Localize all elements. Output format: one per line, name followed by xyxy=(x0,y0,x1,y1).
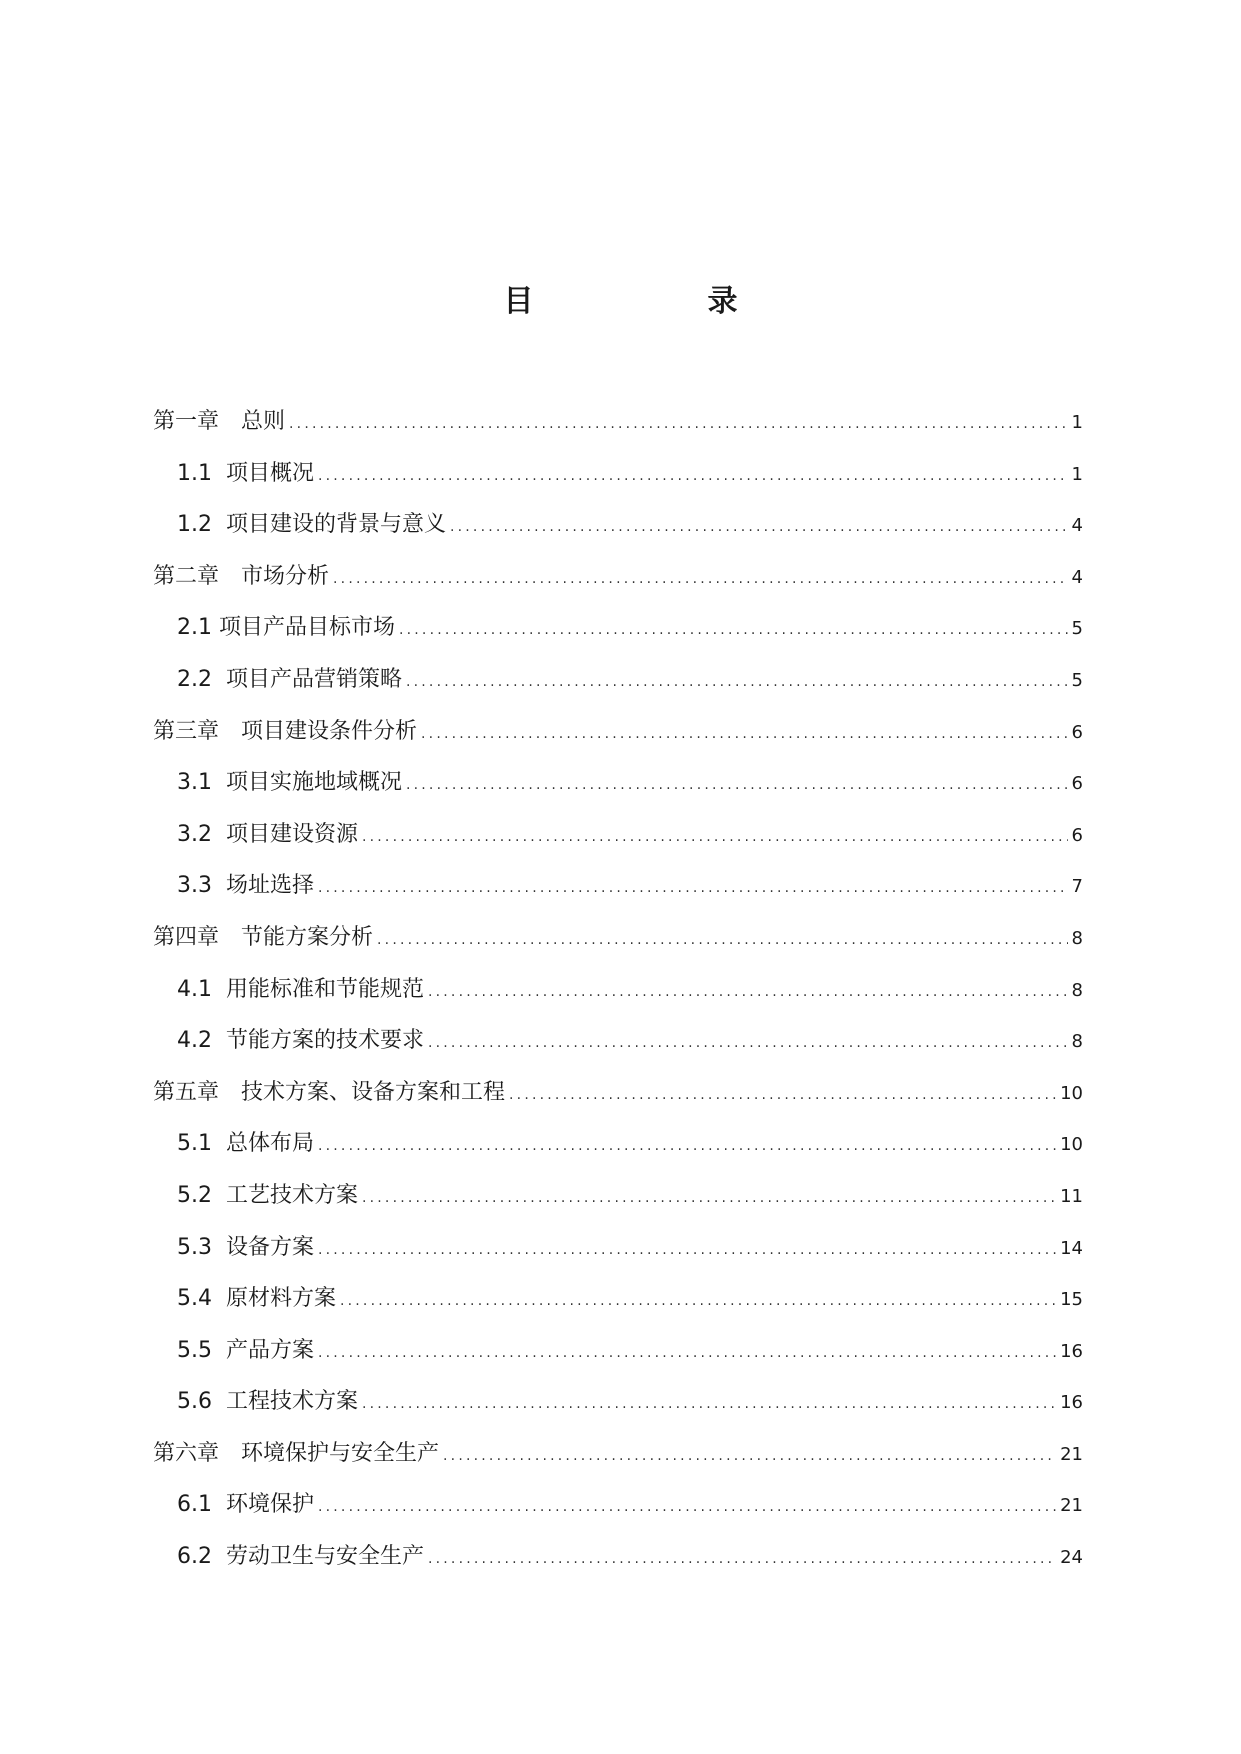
toc-section-entry[interactable] xyxy=(153,763,1083,815)
toc-page-number: 7 xyxy=(1071,876,1083,898)
toc-entry-label: 2.1 项目产品目标市场 xyxy=(177,615,395,641)
toc-list xyxy=(153,402,1083,1589)
toc-page-number: 6 xyxy=(1071,721,1083,743)
toc-chapter-entry[interactable] xyxy=(153,1434,1083,1486)
toc-page-number: 21 xyxy=(1060,1443,1083,1465)
toc-entry-label: 5.5 产品方案 xyxy=(177,1337,314,1363)
toc-section-entry[interactable] xyxy=(153,1382,1083,1434)
toc-entry-label: 1.2 项目建设的背景与意义 xyxy=(177,512,446,538)
toc-chapter-entry[interactable] xyxy=(153,557,1083,609)
toc-section-entry[interactable] xyxy=(153,1331,1083,1383)
toc-section-entry[interactable] xyxy=(153,1485,1083,1537)
toc-page-number: 21 xyxy=(1060,1495,1083,1517)
toc-section-entry[interactable] xyxy=(153,1537,1083,1589)
toc-chapter-entry[interactable] xyxy=(153,402,1083,454)
toc-entry-label: 第六章 环境保护与安全生产 xyxy=(153,1440,440,1466)
toc-dot-leader xyxy=(362,1178,1056,1218)
toc-chapter-entry[interactable] xyxy=(153,918,1083,970)
toc-page-number: 10 xyxy=(1060,1134,1083,1156)
toc-dot-leader xyxy=(377,920,1068,960)
toc-entry-label: 第三章 项目建设条件分析 xyxy=(153,718,418,744)
toc-entry-label: 3.3 场址选择 xyxy=(177,873,314,899)
toc-dot-leader xyxy=(318,456,1068,496)
toc-entry-label: 第二章 市场分析 xyxy=(153,563,330,589)
toc-page-number: 5 xyxy=(1071,618,1083,640)
toc-entry-label: 4.1 用能标准和节能规范 xyxy=(177,976,424,1002)
toc-chapter-entry[interactable] xyxy=(153,1073,1083,1125)
toc-section-entry[interactable] xyxy=(153,1176,1083,1228)
toc-page-number: 24 xyxy=(1060,1547,1083,1569)
toc-section-entry[interactable] xyxy=(153,866,1083,918)
toc-page-number: 5 xyxy=(1071,669,1083,691)
toc-section-entry[interactable] xyxy=(153,505,1083,557)
toc-dot-leader xyxy=(450,507,1068,547)
toc-entry-label: 第五章 技术方案、设备方案和工程 xyxy=(153,1079,506,1105)
toc-dot-leader xyxy=(509,1075,1056,1115)
toc-dot-leader xyxy=(340,1281,1056,1321)
toc-page-number: 14 xyxy=(1060,1237,1083,1259)
toc-dot-leader xyxy=(362,1384,1056,1424)
toc-dot-leader xyxy=(362,817,1068,857)
toc-dot-leader xyxy=(406,765,1068,805)
toc-entry-label: 2.2 项目产品营销策略 xyxy=(177,666,402,692)
toc-page-number: 1 xyxy=(1071,412,1083,433)
toc-entry-label: 5.4 原材料方案 xyxy=(177,1286,336,1312)
toc-page-number: 6 xyxy=(1071,824,1083,846)
toc-dot-leader xyxy=(318,868,1068,908)
toc-page-number: 16 xyxy=(1060,1340,1083,1362)
toc-page-number: 15 xyxy=(1060,1289,1083,1311)
toc-entry-label: 5.6 工程技术方案 xyxy=(177,1389,358,1415)
toc-page-number: 10 xyxy=(1060,1082,1083,1104)
toc-page-number: 4 xyxy=(1071,515,1083,537)
toc-dot-leader xyxy=(428,1023,1068,1063)
toc-section-entry[interactable] xyxy=(153,1228,1083,1280)
toc-dot-leader xyxy=(333,559,1068,599)
toc-dot-leader xyxy=(318,1487,1056,1527)
toc-section-entry[interactable] xyxy=(153,1021,1083,1073)
page-title: 目 录 xyxy=(503,284,810,319)
toc-section-entry[interactable] xyxy=(153,608,1083,660)
toc-entry-label: 3.1 项目实施地域概况 xyxy=(177,770,402,796)
toc-page-number: 16 xyxy=(1060,1392,1083,1414)
toc-dot-leader xyxy=(318,1333,1056,1373)
toc-section-entry[interactable] xyxy=(153,454,1083,506)
toc-section-entry[interactable] xyxy=(153,970,1083,1022)
toc-dot-leader xyxy=(428,972,1068,1012)
toc-entry-label: 6.2 劳动卫生与安全生产 xyxy=(177,1544,424,1570)
toc-entry-label: 3.2 项目建设资源 xyxy=(177,821,358,847)
toc-page-number: 11 xyxy=(1060,1185,1083,1207)
toc-entry-label: 5.2 工艺技术方案 xyxy=(177,1182,358,1208)
toc-page-number: 1 xyxy=(1071,463,1083,485)
toc-dot-leader xyxy=(428,1539,1056,1579)
toc-dot-leader xyxy=(406,662,1068,702)
toc-entry-label: 5.3 设备方案 xyxy=(177,1234,314,1260)
toc-page-number: 6 xyxy=(1071,773,1083,795)
toc-section-entry[interactable] xyxy=(153,1124,1083,1176)
toc-dot-leader xyxy=(289,404,1068,444)
toc-section-entry[interactable] xyxy=(153,1279,1083,1331)
toc-dot-leader xyxy=(399,610,1068,650)
toc-dot-leader xyxy=(318,1126,1056,1166)
toc-section-entry[interactable] xyxy=(153,815,1083,867)
toc-entry-label: 1.1 项目概况 xyxy=(177,460,314,486)
toc-entry-label: 第一章 总则 xyxy=(153,409,286,434)
toc-page-number: 4 xyxy=(1071,566,1083,588)
toc-entry-label: 4.2 节能方案的技术要求 xyxy=(177,1028,424,1054)
toc-page-number: 8 xyxy=(1071,979,1083,1001)
toc-chapter-entry[interactable] xyxy=(153,712,1083,764)
toc-section-entry[interactable] xyxy=(153,660,1083,712)
toc-entry-label: 第四章 节能方案分析 xyxy=(153,924,374,950)
toc-page-number: 8 xyxy=(1071,1031,1083,1053)
toc-page-number: 8 xyxy=(1071,927,1083,949)
toc-dot-leader xyxy=(318,1230,1056,1270)
toc-entry-label: 6.1 环境保护 xyxy=(177,1492,314,1518)
toc-entry-label: 5.1 总体布局 xyxy=(177,1131,314,1157)
toc-dot-leader xyxy=(443,1436,1056,1476)
toc-dot-leader xyxy=(421,714,1068,754)
